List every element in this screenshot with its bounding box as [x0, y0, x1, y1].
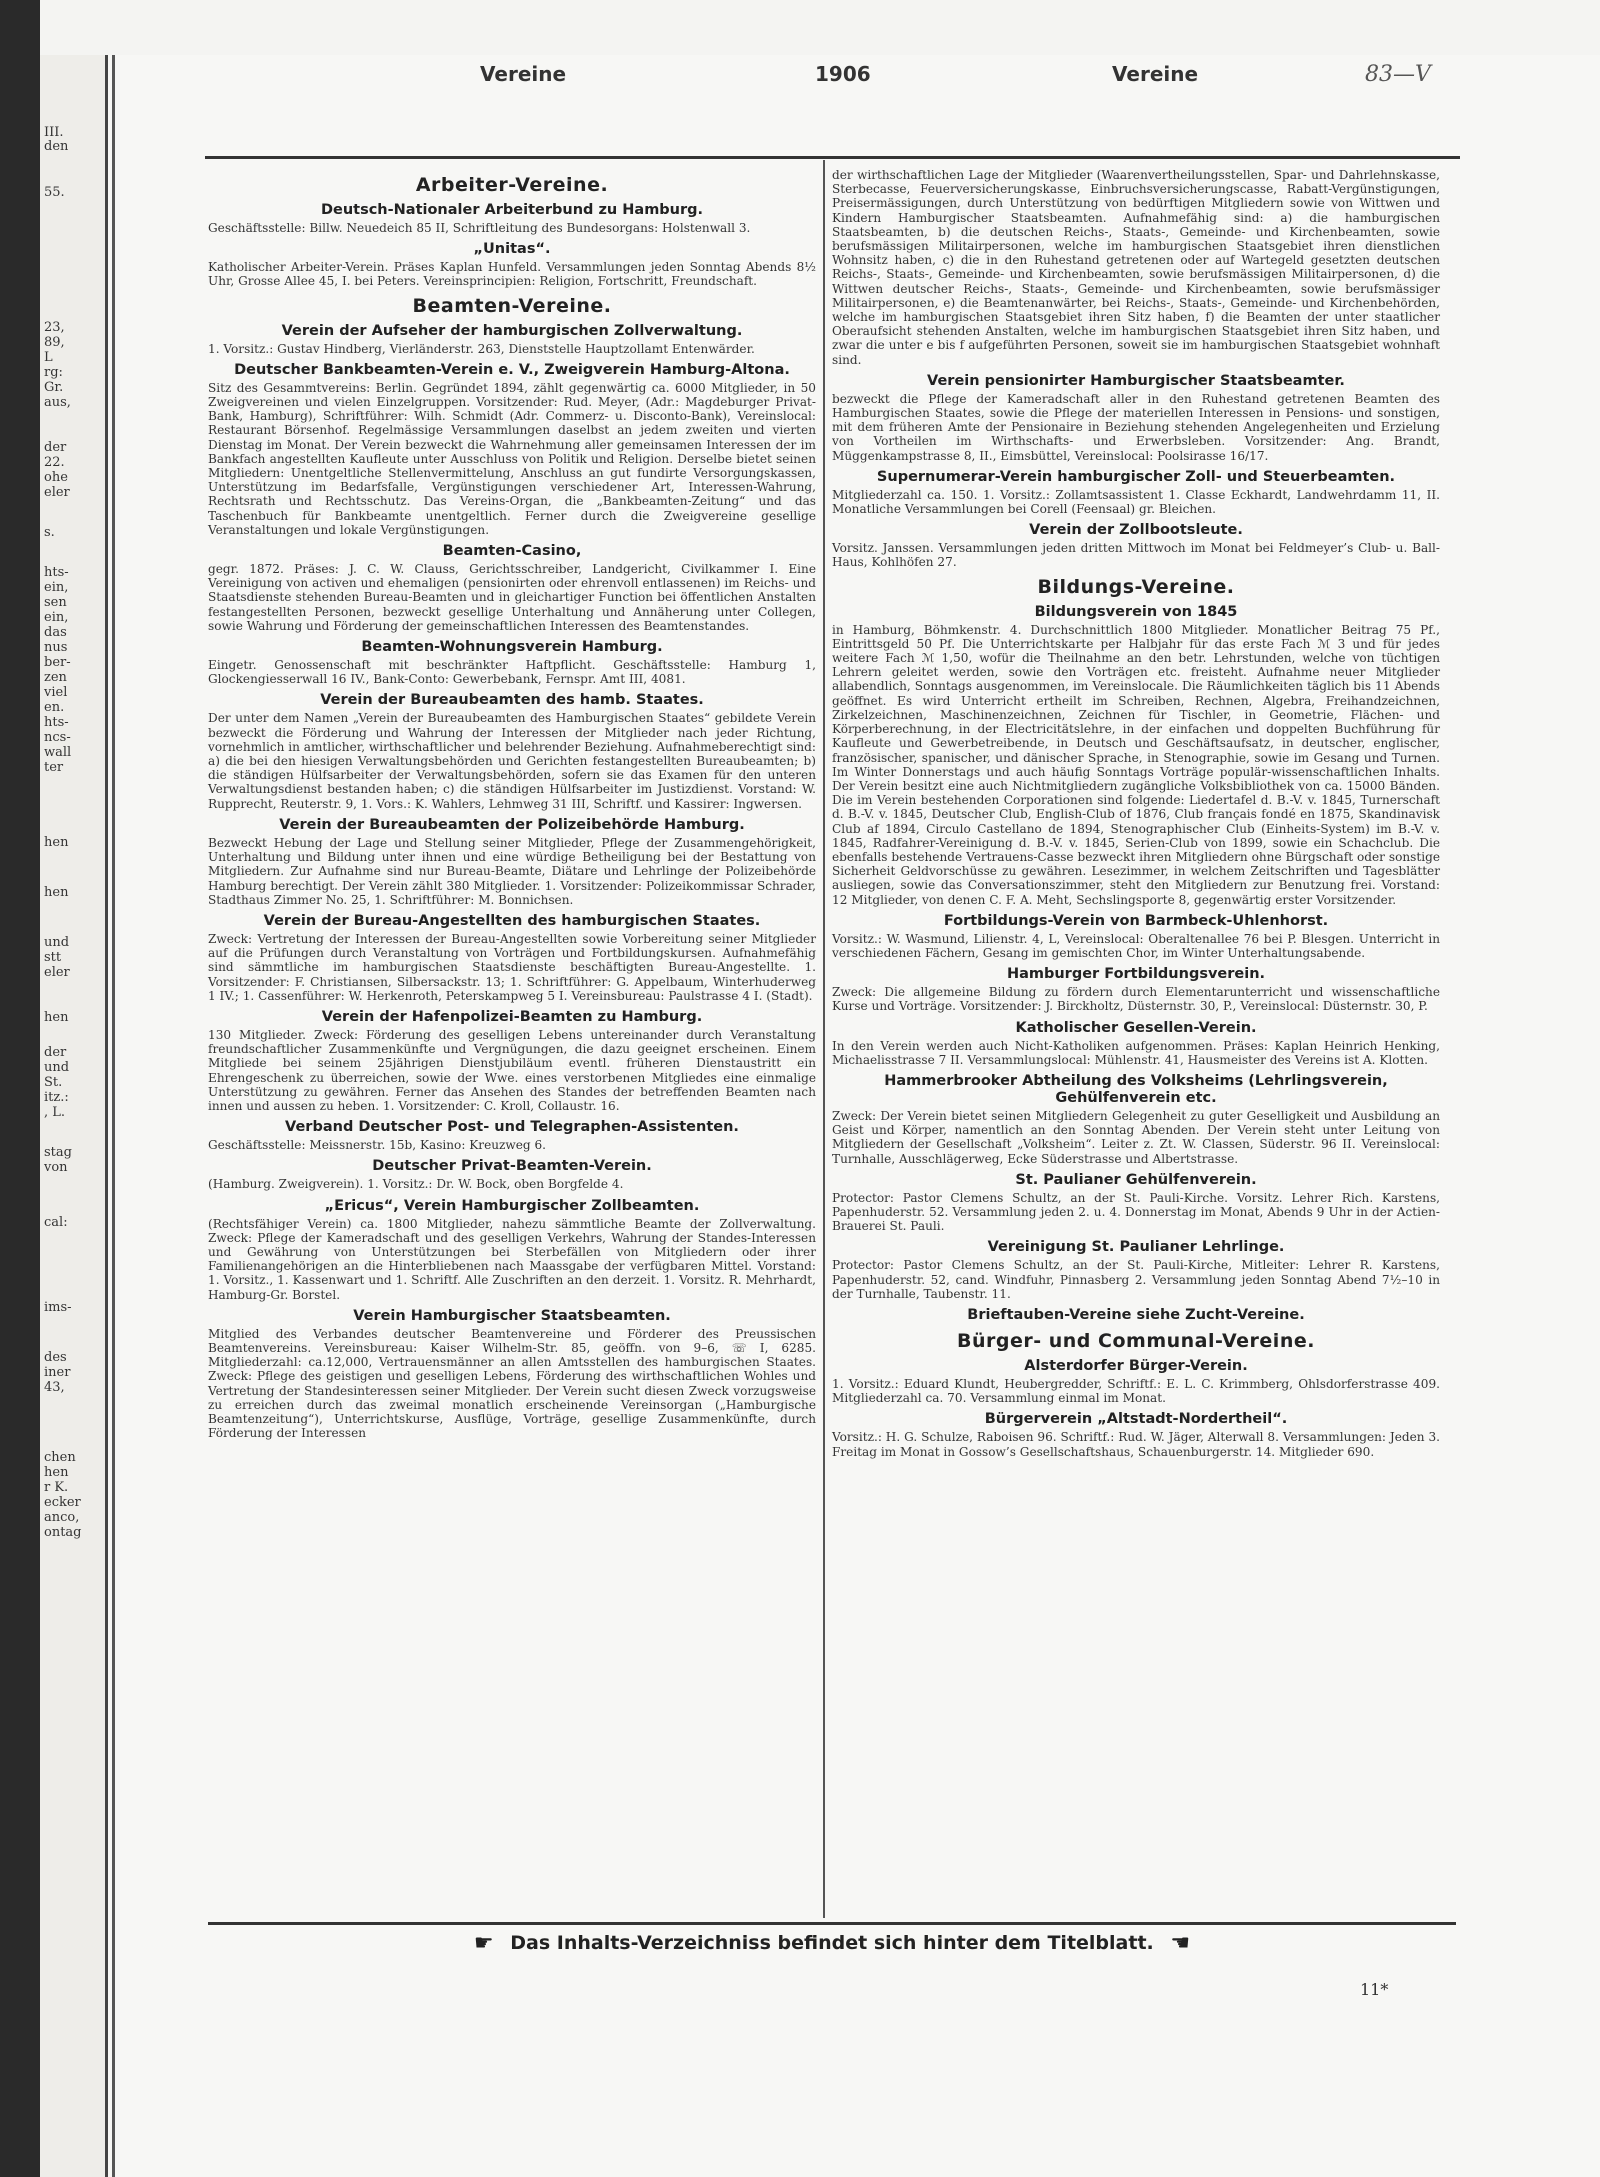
previous-page-fragment: en.	[44, 700, 65, 715]
club-description: der wirthschaftlichen Lage der Mitglieder (Waarenvertheilungsstellen, Spar- und Dahrlehnskasse, Sterbecasse, Feuerversicherungskasse, Einbruchsversicherungscasse, Rabatt-Vergünstigungen, Preisermässigungen, durch Unterstützung von bedürftigen Mitgliedern sowie von Wittwen und Kindern Hamburgischer Staatsbeamten. Aufnahmefähig sind: a) die hamburgischen Staatsbeamten, b) die deutschen Reichs-, Staats-, Gemeinde- und Kirchenbeamten, sowie berufsmässigen Militairpersonen, welche im hamburgischen Staatsgebiet ihren dienstlichen Wohnsitz haben, c) die in den Ruhestand getretenen oder auf Wartegeld gesetzten deutschen Reichs-, Staats-, Gemeinde- und Kirchenbeamten, sowie berufsmässigen Militairpersonen, d) die Wittwen deutscher Reichs-, Staats-, Gemeinde- und Kirchenbeamten, sowie berufsmässiger Militairpersonen, e) die Beamtenanwärter, bei Reichs-, Staats-, Gemeinde- und Kirchenbehörden, welche im hamburgischen Staatsgebiet ihren Sitz haben, f) die Beamten der unter staatlicher Oberaufsicht stehenden Anstalten, welche im hamburgischen Staatsgebiet ihren Sitz haben, und zwar die unter e bis f aufgeführten Personen, soweit sie im hamburgischen Staatsgebiet wohnhaft sind.	[832, 168, 1440, 367]
previous-page-fragment: eler	[44, 485, 70, 500]
club-name: Hamburger Fortbildungsverein.	[1006, 966, 1266, 983]
club-description: Sitz des Gesammtvereins: Berlin. Gegründet 1894, zählt gegenwärtig ca. 6000 Mitglieder, in 50 Zweigvereinen und vielen Einzelgruppen. Vorsitzender: Rud. Meyer, (Adr.: Magdeburger Privat-Bank, Hamburg), Schriftführer: Wilh. Schmidt (Adr. Commerz- u. Disconto-Bank), Vereinslocal: Restaurant Börsenhof. Regelmässige Versammlungen daselbst an jedem zweiten und vierten Dienstag im Monat. Der Verein bezweckt die Wahrnehmung aller gemeinsamen Interessen der im Bankfach angestellten Kaufleute unter Ausschluss von Politik und Religion. Derselbe bietet seinen Mitgliedern: Unentgeltliche Stellenvermittelung, Anschluss an gut fundirte Versorgungskassen, Unterstützung im Bedarfsfalle, Vergünstigungen verschiedener Art, Interessen-Wahrung, Rechtsrath und Rechtsschutz. Das Vereins-Organ, die „Bankbeamten-Zeitung“ und das Taschenbuch für Bankbeamte unentgeltlich. Ferner durch die Zweigvereine gesellige Veranstaltungen und lokale Vergünstigungen.	[208, 380, 816, 537]
previous-page-fragment: viel	[44, 685, 68, 700]
previous-page-fragment: 55.	[44, 185, 65, 200]
club-description: 130 Mitglieder. Zweck: Förderung des geselligen Lebens untereinander durch Veranstaltung freundschaftlicher Zusammenkünfte und Vergnügungen, die dazu geeignet erscheinen. Einem Mitgliede bei seinem 25jährigen Dienstjubiläum eventl. früheren Dienstaustritt ein Ehrengeschenk zu überreichen, sowie der Wwe. eines verstorbenen Mitgliedes eine einmalige Unterstützung zu gewähren. Ferner das Ansehen des Standes der betreffenden Beamten nach innen und aussen zu heben. 1. Vorsitzender: C. Kroll, Collaustr. 16.	[208, 1027, 816, 1113]
club-description: Zweck: Die allgemeine Bildung zu fördern durch Elementarunterricht und wissenschaftliche Kurse und Vorträge. Vorsitzender: J. Birckholtz, Düsternstr. 30, P., Vereinslocal: Düsternstr. 30, P.	[832, 985, 1440, 1014]
club-entry	[832, 373, 1440, 463]
previous-page-edge	[40, 55, 108, 2177]
club-entry	[208, 1119, 816, 1152]
previous-page-fragment: Gr.	[44, 380, 64, 395]
club-description: Bezweckt Hebung der Lage und Stellung seiner Mitglieder, Pflege der Zusammengehörigkeit, Unterhaltung und Bildung unter ihnen und eine würdige Betheiligung bei der Bestattung von Mitgliedern. Zur Aufnahme sind nur Bureau-Beamte, Diätare und Lehrlinge der Polizeibehörde Hamburg berechtigt. Der Verein zählt 380 Mitglieder. 1. Vorsitzender: Polizeikommissar Schrader, Stadthaus Zimmer No. 25, 1. Schriftführer: M. Bonnichsen.	[208, 835, 816, 907]
club-entry	[832, 913, 1440, 960]
club-entry	[832, 1073, 1440, 1166]
previous-page-fragment: ber-	[44, 655, 71, 670]
previous-page-fragment: , L.	[44, 1105, 66, 1120]
club-description: in Hamburg, Böhmkenstr. 4. Durchschnittlich 1800 Mitglieder. Monatlicher Beitrag 75 Pf., Eintrittsgeld 50 Pf. Die Unterrichtskarte per Halbjahr für das erste Fach ℳ 3 und für jedes weitere Fach ℳ 1,50, wofür die Theilnahme an den betr. Lehrstunden, welche von tüchtigen Lehrern geleitet werden, sowie den Vorträgen etc. freisteht. Aufnahme neuer Mitglieder allabendlich, Sonntags ausgenommen, im Vereinslocale. Die Räumlichkeiten täglich bis 11 Abends geöffnet. Es wird Unterricht ertheilt im Schreiben, Rechnen, Algebra, Freihandzeichnen, Zirkelzeichnen, Maschinenzeichnen, Zeichnen für Tischler, in Geometrie, Flächen- und Körperberechnung, in der Electricitätslehre, in der einfachen und doppelten Buchführung für Kaufleute und Gewerbetreibende, in Deutsch und Geschäftsaufsatz, in deutscher, englischer, französischer, spanischer, und dänischer Sprache, in Stenographie, sowie im Gesang und Turnen. Im Winter Donnerstags und auch häufig Sonntags Vorträge populär-wissenschaftlichen Inhalts. Der Verein besitzt eine auch Nichtmitgliedern zugängliche Volksbibliothek von ca. 15000 Bänden. Die im Verein bestehenden Corporationen sind folgende: Liedertafel d. B.-V. v. 1845, Turnerschaft d. B.-V. v. 1845, Deutscher Club, English-Club of 1876, Club français fondé en 1875, Skandinavisk Club af 1894, Circulo Castellano de 1894, Stenographischer Club (Einheits-System) im B.-V. v. 1845, Radfahrer-Vereinigung d. B.-V. v. 1845, Serien-Club von 1899, sowie ein Schachclub. Die ebenfalls bestehende Vertrauens-Casse bezweckt ihren Mitgliedern ohne Bürgschaft oder sonstige Sicherheit Geldvorschüsse zu gewähren. Lesezimmer, in welchem Zeitschriften und Tagesblätter ausliegen, sowie das Conversationszimmer, steht den Mitgliedern zur Benutzung frei. Vorstand: 12 Mitglieder, von denen C. F. A. Meht, Sechslingsporte 8, gegenwärtig erster Vorsitzender.	[832, 622, 1440, 907]
section-title: Bildungs-Vereine.	[1037, 575, 1235, 598]
club-name: „Unitas“.	[473, 241, 551, 258]
page-number: 83—V	[1365, 62, 1431, 87]
club-name: Verein der Bureaubeamten der Polizeibehörde Hamburg.	[279, 816, 745, 833]
previous-page-fragment: des	[44, 1350, 67, 1365]
previous-page-fragment: zen	[44, 670, 67, 685]
header-rule	[205, 156, 1460, 159]
club-description: Zweck: Der Verein bietet seinen Mitgliedern Gelegenheit zu guter Geselligkeit und Ausbildung an Geist und Körper, namentlich an den Sonntag Abenden. Der Verein steht unter Leitung von Mitgliedern der Gesellschaft „Volksheim“. Leiter z. Zt. W. Classen, Süderstr. 96 II. Vereinslocal: Turnhalle, Ausschlägerweg, Ecke Süderstrasse und Albertstrasse.	[832, 1108, 1440, 1166]
running-header-right: Vereine	[1112, 62, 1199, 86]
club-description: (Hamburg. Zweigverein). 1. Vorsitz.: Dr. W. Bock, oben Borgfelde 4.	[208, 1177, 624, 1192]
running-header-left: Vereine	[480, 62, 567, 86]
previous-page-fragment: ohe	[44, 470, 68, 485]
club-name: Verein der Zollbootsleute.	[1029, 522, 1243, 539]
previous-page-fragment: den	[44, 139, 69, 154]
previous-page-fragment: der	[44, 1045, 67, 1060]
club-name: Katholischer Gesellen-Verein.	[1015, 1019, 1257, 1036]
previous-page-fragment: 43,	[44, 1380, 65, 1395]
previous-page-fragment: itz.:	[44, 1090, 69, 1105]
club-description: Mitglied des Verbandes deutscher Beamtenvereine und Förderer des Preussischen Beamtenvereins. Vereinsbureau: Kaiser Wilhelm-Str. 85, geöffn. von 9–6, ☏ I, 6285. Mitgliederzahl: ca.12,000, Vertrauensmänner an allen Amtsstellen des hamburgischen Staates. Zweck: Pflege des geistigen und geselligen Lebens, Förderung des wirthschaftlichen Wohles und Vertretung der Standesinteressen seiner Mitglieder. Der Verein sucht diesen Zweck vorzugsweise zu erreichen durch das zweimal monatlich erscheinende Vereinsorgan („Hamburgische Beamtenzeitung“), Unterrichtskurse, Ausflüge, Vorträge, gesellige Zusammenkünfte, durch Förderung der Interessen	[208, 1326, 816, 1441]
club-entry	[208, 817, 816, 907]
club-name: Verein der Bureaubeamten des hamb. Staates.	[320, 692, 704, 709]
signature-mark: 11*	[1360, 1980, 1389, 1999]
club-entry	[208, 913, 816, 1003]
previous-page-fragment: ter	[44, 760, 64, 775]
club-entry	[208, 692, 816, 810]
club-entry	[832, 604, 1440, 907]
club-name: St. Paulianer Gehülfenverein.	[1015, 1171, 1257, 1188]
previous-page-fragment: L	[44, 350, 53, 365]
previous-page-fragment: 89,	[44, 335, 65, 350]
section-title: Arbeiter-Vereine.	[415, 174, 609, 196]
club-description: Vorsitz. Janssen. Versammlungen jeden dritten Mittwoch im Monat bei Feldmeyer’s Club- u. Ball-Haus, Kohlhöfen 27.	[832, 541, 1440, 570]
previous-page-fragment: 22.	[44, 455, 65, 470]
previous-page-fragment: 23,	[44, 320, 65, 335]
club-name: Brieftauben-Vereine siehe Zucht-Vereine.	[967, 1306, 1305, 1323]
scan-border-left	[0, 0, 40, 2177]
club-entry	[208, 543, 816, 633]
club-entry	[832, 1172, 1440, 1234]
club-entry	[208, 1308, 816, 1441]
previous-page-fragment: von	[44, 1160, 68, 1175]
previous-page-fragment: hen	[44, 1465, 69, 1480]
club-name: „Ericus“, Verein Hamburgischer Zollbeamten.	[324, 1197, 700, 1214]
club-name: Hammerbrooker Abtheilung des Volksheims (Lehrlingsverein, Gehülfenverein etc.	[884, 1072, 1388, 1106]
previous-page-fragment: hen	[44, 1010, 69, 1025]
club-name: Verband Deutscher Post- und Telegraphen-Assistenten.	[285, 1119, 739, 1136]
previous-page-fragment: hts-	[44, 715, 69, 730]
club-name: Bürgerverein „Altstadt-Nordertheil“.	[984, 1411, 1288, 1428]
club-entry	[832, 966, 1440, 1013]
previous-page-fragment: stt	[44, 950, 62, 965]
club-entry	[208, 1009, 816, 1113]
previous-page-fragment: III.	[44, 125, 64, 140]
club-name: Bildungsverein von 1845	[1034, 603, 1238, 620]
club-description: bezweckt die Pflege der Kameradschaft aller in den Ruhestand getretenen Beamten des Hamburgischen Staates, sowie die Pflege der materiellen Interessen in Pensions- und sonstigen, mit dem früheren Amte der Pensionaire in Beziehung stehenden Angelegenheiten und Erzielung von Vortheilen im Wirthschafts- und Erwerbsleben. Vorsitzender: Ang. Brandt, Müggenkampstrasse 8, II., Eimsbüttel, Vereinslocal: Poolsirasse 16/17.	[832, 391, 1440, 463]
previous-page-fragment: ontag	[44, 1525, 82, 1540]
club-name: Supernumerar-Verein hamburgischer Zoll- und Steuerbeamten.	[876, 468, 1396, 485]
previous-page-fragment: rg:	[44, 365, 63, 380]
club-description: Der unter dem Namen „Verein der Bureaubeamten des Hamburgischen Staates“ gebildete Verein bezweckt die Förderung und Wahrung der Interessen der Mitglieder nach jeder Richtung, vornehmlich in amtlicher, wirthschaftlicher und belehrender Beziehung. Aufnahmeberechtigt sind: a) die bei den hiesigen Verwaltungsbehörden und Gerichten festangestellten Bureaubeamten; b) die ständigen Hülfsarbeiter der Verwaltungsbehörden, sofern sie das Examen für den unteren Verwaltungsdienst bestanden haben; c) die ständigen Hülfsarbeiter im Justizdienst. Vorstand: W. Rupprecht, Reuterstr. 9, 1. Vors.: K. Wahlers, Lehmweg 31 III, Schriftf. und Kassirer: Ingwersen.	[208, 711, 816, 811]
club-entry	[208, 362, 816, 537]
club-name: Beamten-Casino,	[442, 543, 582, 560]
club-entry	[832, 522, 1440, 569]
club-name: Fortbildungs-Verein von Barmbeck-Uhlenhorst.	[943, 912, 1329, 929]
previous-page-fragment: nus	[44, 640, 68, 655]
footer-note-text: Das Inhalts-Verzeichniss befindet sich hinter dem Titelblatt.	[510, 1932, 1154, 1954]
previous-page-fragment: ecker	[44, 1495, 81, 1510]
club-description: Vorsitz.: W. Wasmund, Lilienstr. 4, L, Vereinslocal: Oberaltenallee 76 bei P. Blesgen. Unterricht in verschiedenen Fächern, Gesang im gemischten Chor, im Winter Unterhaltungsabende.	[832, 931, 1440, 960]
club-description: Protector: Pastor Clemens Schultz, an der St. Pauli-Kirche. Vorsitz. Lehrer Rich. Karstens, Papenhuderstr. 52. Versammlung jeden 2. u. 4. Donnerstag im Monat, Abends 9 Uhr in der Actien-Brauerei St. Pauli.	[832, 1190, 1440, 1234]
section-title: Beamten-Vereine.	[412, 294, 612, 317]
previous-page-fragment: chen	[44, 1450, 76, 1465]
left-column	[208, 168, 816, 1444]
club-name: Vereinigung St. Paulianer Lehrlinge.	[987, 1239, 1285, 1256]
club-entry	[832, 469, 1440, 516]
previous-page-fragment: ein,	[44, 580, 69, 595]
previous-page-fragment: s.	[44, 525, 55, 540]
pointing-hand-right-icon: ☛	[473, 1931, 494, 1956]
club-entry	[832, 1411, 1440, 1458]
previous-page-fragment: eler	[44, 965, 70, 980]
club-description: Eingetr. Genossenschaft mit beschränkter Haftpflicht. Geschäftsstelle: Hamburg 1, Glockengiesserwall 16 IV., Bank-Conto: Gewerbebank, Fernspr. Amt III, 4081.	[208, 658, 816, 687]
previous-page-fragment: ims-	[44, 1300, 72, 1315]
club-description: Geschäftsstelle: Billw. Neuedeich 85 II, Schriftleitung des Bundesorgans: Holstenwall 3.	[208, 221, 751, 235]
club-name: Alsterdorfer Bürger-Verein.	[1024, 1357, 1248, 1374]
previous-page-fragment: aus,	[44, 395, 71, 410]
club-name: Deutscher Bankbeamten-Verein e. V., Zweigverein Hamburg-Altona.	[234, 361, 790, 378]
previous-page-fragment: r K.	[44, 1480, 69, 1495]
club-description: Geschäftsstelle: Meissnerstr. 15b, Kasino: Kreuzweg 6.	[208, 1138, 547, 1153]
club-entry	[208, 1158, 816, 1191]
previous-page-fragment: hen	[44, 885, 69, 900]
club-description: 1. Vorsitz.: Eduard Klundt, Heubergredder, Schriftf.: E. L. C. Krimmberg, Ohlsdorferstrasse 409. Mitgliederzahl ca. 70. Versammlung einmal im Monat.	[832, 1376, 1440, 1406]
previous-page-fragment: wall	[44, 745, 72, 760]
previous-page-fragment: anco,	[44, 1510, 80, 1525]
club-name: Deutscher Privat-Beamten-Verein.	[372, 1158, 652, 1175]
club-entry	[832, 1239, 1440, 1301]
previous-page-fragment: und	[44, 1060, 70, 1075]
club-entry	[208, 241, 816, 288]
previous-page-fragment: und	[44, 935, 70, 950]
club-description: 1. Vorsitz.: Gustav Hindberg, Vierländerstr. 263, Dienststelle Hauptzollamt Entenwärder.	[208, 341, 755, 356]
club-description: Zweck: Vertretung der Interessen der Bureau-Angestellten sowie Vorbereitung seiner Mitglieder auf die Prüfungen durch Veranstaltung von Vorträgen und Fortbildungskursen. Aufnahmefähig sind sämmtliche im hamburgischen Staatsdienste beschäftigten Bureau-Angestellte. 1. Vorsitzender: F. Christiansen, Silbersackstr. 13; 1. Schriftführer: G. Appelbaum, Winterhuderweg 1 IV.; 1. Cassenführer: W. Herkenroth, Peterskampweg 5 I. Vereinsbureau: Paulstrasse 4 I. (Stadt).	[208, 931, 816, 1003]
right-column	[832, 168, 1440, 1463]
club-entry	[208, 323, 816, 356]
previous-page-fragment: cal:	[44, 1215, 68, 1230]
previous-page-fragment: der	[44, 440, 67, 455]
previous-page-fragment: iner	[44, 1365, 71, 1380]
club-name: Verein pensionirter Hamburgischer Staatsbeamter.	[927, 372, 1345, 389]
pointing-hand-left-icon: ☚	[1170, 1931, 1191, 1956]
column-divider	[823, 160, 825, 1918]
club-entry	[208, 202, 816, 235]
club-name: Verein der Aufseher der hamburgischen Zollverwaltung.	[281, 322, 743, 339]
club-name: Verein Hamburgischer Staatsbeamten.	[353, 1307, 671, 1324]
club-description: gegr. 1872. Präses: J. C. W. Clauss, Gerichtsschreiber, Landgericht, Civilkammer I. Eine Vereinigung von activen und ehemaligen (pensionirten oder ehrenvoll entlassenen) im Reichs- und Staatsdienste stehenden Bureau-Beamten und in gleichartiger Function bei öffentlichen Anstalten festangestellten Personen, bezweckt gesellige Unterhaltung und Annäherung unter Collegen, sowie Wahrung und Förderung der gemeinschaftlichen Interessen des Beamtenstandes.	[208, 562, 816, 633]
club-name: Deutsch-Nationaler Arbeiterbund zu Hamburg.	[320, 202, 704, 218]
club-description: In den Verein werden auch Nicht-Katholiken aufgenommen. Präses: Kaplan Heinrich Henking, Michaelisstrasse 7 II. Versammlungslocal: Mühlenstr. 41, Hausmeister des Vereins ist A. Klotten.	[832, 1038, 1440, 1067]
club-entry	[208, 639, 816, 686]
previous-page-fragment: hen	[44, 835, 69, 850]
footer-note	[208, 1922, 1456, 1956]
club-description: Protector: Pastor Clemens Schultz, an der St. Pauli-Kirche, Mitleiter: Lehrer R. Karstens, Papenhuderstr. 52, cand. Windfuhr, Pinnasberg 2. Versammlung jeden Sonntag Abend 7½–10 in der Turnhalle, Taubenstr. 11.	[832, 1258, 1440, 1301]
club-description: Katholischer Arbeiter-Verein. Präses Kaplan Hunfeld. Versammlungen jeden Sonntag Abends 8½ Uhr, Grosse Allee 45, I. bei Peters. Vereinsprincipien: Religion, Fortschritt, Freundschaft.	[208, 260, 816, 289]
club-description: Vorsitz.: H. G. Schulze, Raboisen 96. Schriftf.: Rud. W. Jäger, Alterwall 8. Versammlungen: Jeden 3. Freitag im Monat in Gossow’s Gesellschaftshaus, Schauenburgerstr. 14. Mitglieder 690.	[832, 1430, 1440, 1459]
club-entry	[832, 1358, 1440, 1405]
scan-border-top	[40, 0, 1600, 55]
club-description: (Rechtsfähiger Verein) ca. 1800 Mitglieder, nahezu sämmtliche Beamte der Zollverwaltung. Zweck: Pflege der Kameradschaft und des geselligen Verkehrs, Wahrung der Standes-Interessen und Gewährung von Unterstützungen bei Sterbefällen von Mitgliedern oder ihrer Familienangehörigen an die Hinterbliebenen nach Maassgabe der verfügbaren Mittel. Vorstand: 1. Vorsitz., 1. Kassenwart und 1. Schriftf. Alle Zuschriften an den derzeit. 1. Vorsitz. R. Mehrhardt, Hamburg-Gr. Borstel.	[208, 1216, 816, 1302]
continued-text	[832, 168, 1440, 367]
club-entry	[832, 1307, 1440, 1324]
club-name: Verein der Hafenpolizei-Beamten zu Hamburg.	[321, 1008, 703, 1025]
previous-page-fragment: hts-	[44, 565, 69, 580]
club-name: Verein der Bureau-Angestellten des hamburgischen Staates.	[263, 912, 761, 929]
previous-page-fragment: ein,	[44, 610, 69, 625]
club-entry	[208, 1198, 816, 1302]
running-header-year: 1906	[815, 62, 871, 86]
previous-page-fragment: ncs-	[44, 730, 71, 745]
club-name: Beamten-Wohnungsverein Hamburg.	[361, 639, 663, 656]
previous-page-fragment: stag	[44, 1145, 72, 1160]
section-title: Bürger- und Communal-Vereine.	[957, 1329, 1315, 1352]
club-description: Mitgliederzahl ca. 150. 1. Vorsitz.: Zollamtsassistent 1. Classe Eckhardt, Landwehrdamm 11, II. Monatliche Versammlungen bei Corell (Feensaal) gr. Bleichen.	[832, 487, 1440, 517]
previous-page-fragment: sen	[44, 595, 67, 610]
previous-page-fragment: das	[44, 625, 67, 640]
previous-page-fragment: St.	[44, 1075, 63, 1090]
club-entry	[832, 1020, 1440, 1067]
